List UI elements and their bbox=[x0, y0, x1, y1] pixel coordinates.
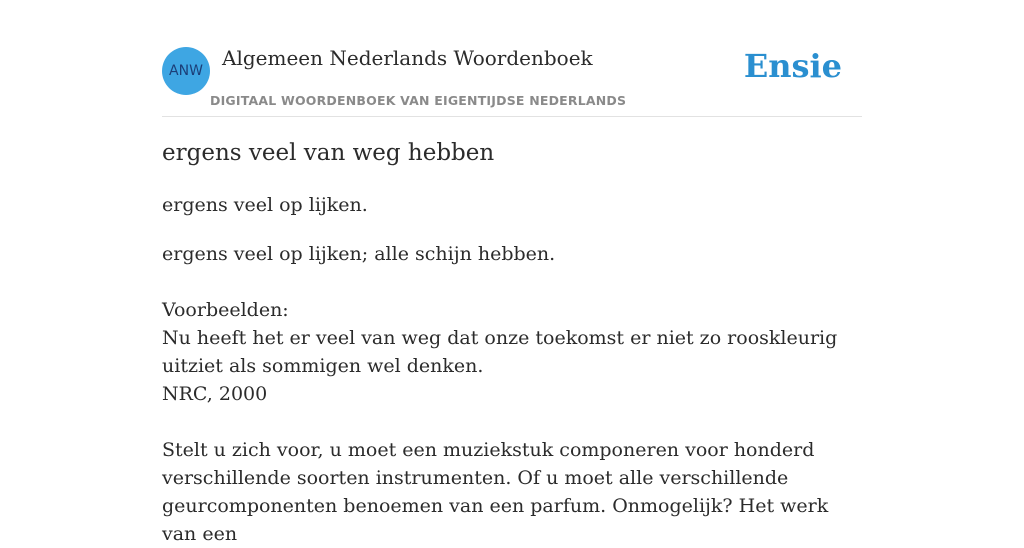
example-sentence: Stelt u zich voor, u moet een muziekstuk componeren voor honderd verschillende soorten instrumenten. Of u moet alle verschillende geurcomponenten benoemen van een parfum. Onmogelijk? Het werk van een bbox=[162, 439, 829, 545]
site-title[interactable]: Algemeen Nederlands Woordenboek bbox=[222, 46, 593, 70]
entry-body bbox=[162, 240, 862, 548]
ensie-brand-link[interactable]: Ensie bbox=[743, 47, 842, 85]
entry-meaning: ergens veel op lijken; alle schijn hebben. bbox=[162, 243, 556, 265]
entry-headword: ergens veel van weg hebben bbox=[162, 140, 495, 166]
example-source: NRC, 2000 bbox=[162, 383, 268, 405]
anw-logo-text: ANW bbox=[169, 63, 203, 79]
example-sentence: Nu heeft het er veel van weg dat onze toekomst er niet zo rooskleurig uitziet als sommigen wel denken. bbox=[162, 327, 838, 377]
entry-definition: ergens veel op lijken. bbox=[162, 194, 368, 216]
examples-label: Voorbeelden: bbox=[162, 299, 289, 321]
header bbox=[162, 0, 862, 117]
page-container bbox=[162, 0, 862, 545]
anw-logo[interactable] bbox=[162, 47, 210, 95]
site-subtitle: DIGITAAL WOORDENBOEK VAN EIGENTIJDSE NEDERLANDS bbox=[210, 93, 627, 108]
